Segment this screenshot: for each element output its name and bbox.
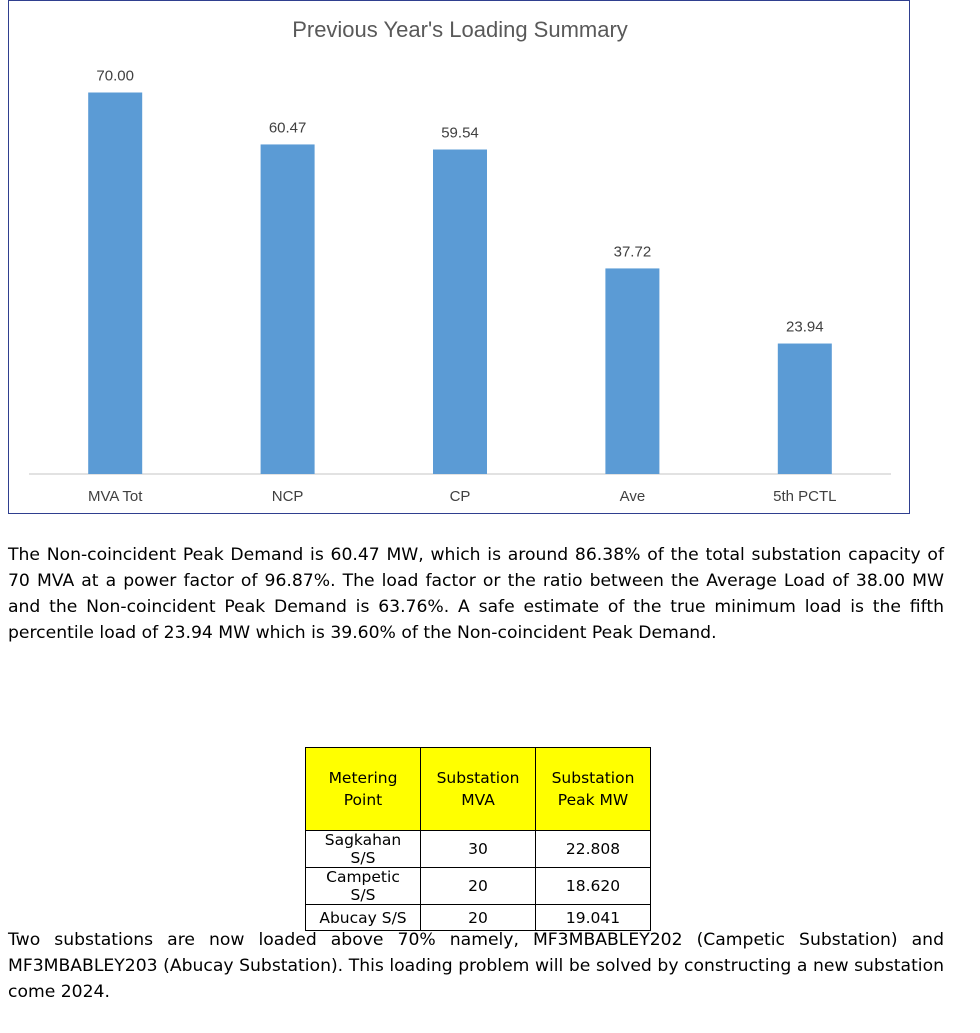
bar-cp xyxy=(433,150,487,474)
bar-mva-tot xyxy=(88,93,142,475)
data-label: 59.54 xyxy=(441,124,479,142)
cell-mva: 20 xyxy=(421,868,536,905)
x-tick-label: Ave xyxy=(619,488,646,505)
data-label: 60.47 xyxy=(268,119,307,137)
cell-mva: 20 xyxy=(421,905,536,931)
cell-peak-mw: 22.808 xyxy=(536,831,651,868)
chart-title: Previous Year's Loading Summary xyxy=(292,17,628,42)
cell-peak-mw: 19.041 xyxy=(536,905,651,931)
bar-ave xyxy=(605,268,659,474)
x-tick-label: CP xyxy=(449,488,471,505)
table-header-row xyxy=(306,748,651,831)
x-tick-label: NCP xyxy=(271,488,304,505)
header-peak-mw: Substation Peak MW xyxy=(536,748,651,831)
substation-table xyxy=(305,747,651,931)
table-row xyxy=(306,868,651,905)
summary-paragraph: The Non-coincident Peak Demand is 60.47 MW, which is around 86.38% of the total substation capacity of 70 MVA at a power factor of 96.87%. The load factor or the ratio between the Average Load of 38.00 MW and the Non-coincident Peak Demand is 63.76%. A safe estimate of the true minimum load is the fifth percentile load of 23.94 MW which is 39.60% of the Non-coincident Peak Demand. xyxy=(8,545,944,643)
data-label: 70.00 xyxy=(96,67,134,85)
data-label: 37.72 xyxy=(613,243,652,261)
cell-metering-point: Sagkahan S/S xyxy=(306,831,421,868)
conclusion-paragraph: Two substations are now loaded above 70% namely, MF3MBABLEY202 (Campetic Substation) and MF3MBABLEY203 (Abucay Substation). This loading problem will be solved by constructing a new substation come 2024. xyxy=(8,930,944,1002)
cell-metering-point: Abucay S/S xyxy=(306,905,421,931)
header-metering-point: Metering Point xyxy=(306,748,421,831)
cell-mva: 30 xyxy=(421,831,536,868)
bar-group xyxy=(88,68,837,506)
chart-frame xyxy=(8,0,910,514)
cell-peak-mw: 18.620 xyxy=(536,868,651,905)
bar-5th-pctl xyxy=(778,344,832,474)
bar-ncp xyxy=(261,144,315,474)
x-tick-label: 5th PCTL xyxy=(773,488,837,505)
bar-chart xyxy=(9,1,911,515)
cell-metering-point: Campetic S/S xyxy=(306,868,421,905)
data-label: 23.94 xyxy=(786,318,824,336)
x-tick-label: MVA Tot xyxy=(87,488,143,505)
table-row xyxy=(306,831,651,868)
header-substation-mva: Substation MVA xyxy=(421,748,536,831)
